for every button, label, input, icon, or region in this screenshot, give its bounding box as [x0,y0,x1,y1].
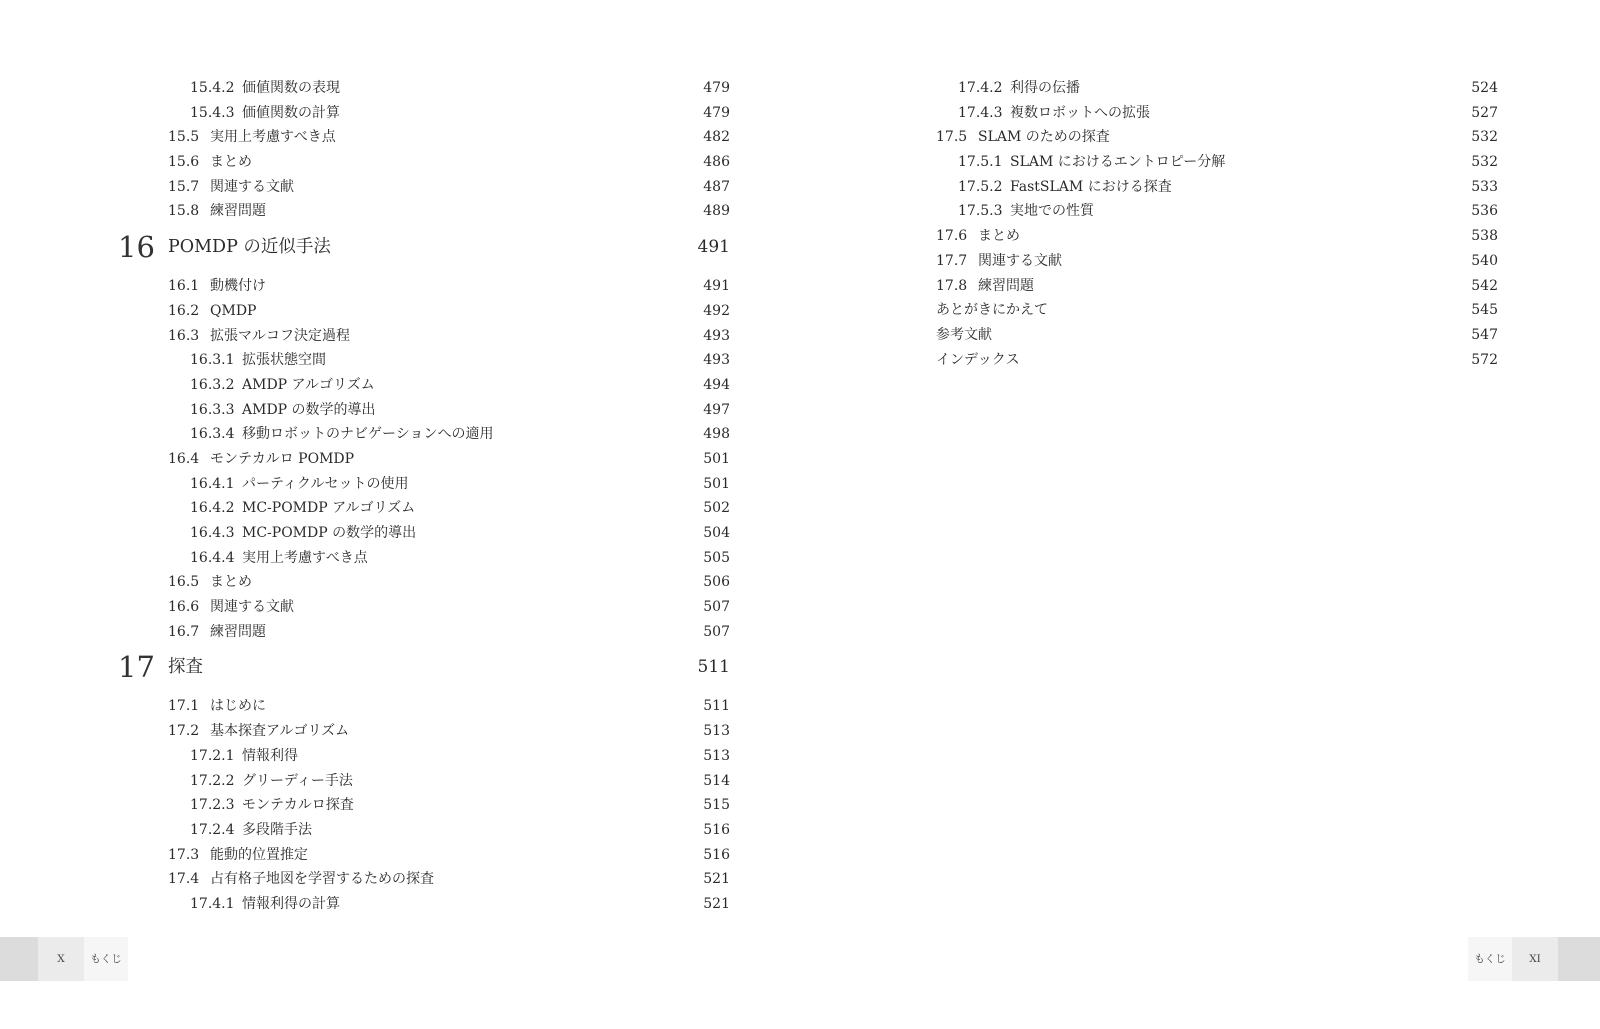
toc-entry-page: 491 [703,278,730,295]
toc-entry-title: SLAM のための探査 [978,129,1110,146]
toc-entry-page: 527 [1471,104,1498,121]
toc-entry-page: 514 [703,772,730,789]
toc-entry-title: 拡張マルコフ決定過程 [210,327,350,344]
toc-section-entry[interactable] [118,867,730,892]
toc-entry-page: 545 [1471,302,1498,319]
toc-entry-page: 493 [703,352,730,369]
toc-entry-number: 17.2.1 [190,747,235,764]
toc-entry-number: 17.3 [168,846,200,863]
toc-entry-title: 練習問題 [210,623,266,640]
toc-section-entry[interactable] [118,843,730,868]
toc-subsection-entry[interactable] [118,348,730,373]
toc-entry-number: 16.4.2 [190,500,235,517]
toc-entry-title: 関連する文献 [978,252,1062,269]
toc-subsection-entry[interactable] [936,199,1498,224]
toc-entry-title: 移動ロボットのナビゲーションへの適用 [242,426,494,443]
toc-entry-title: 動機付け [210,278,266,295]
toc-entry-title: あとがきにかえて [936,302,1048,319]
toc-entry-page: 507 [703,623,730,640]
toc-entry-number: 15.7 [168,178,200,195]
toc-section-entry[interactable] [118,299,730,324]
toc-entry-page: 487 [703,178,730,195]
toc-section-entry[interactable] [118,150,730,175]
toc-entry-page: 482 [703,129,730,146]
toc-entry-title: 情報利得の計算 [242,895,340,912]
toc-subsection-entry[interactable] [118,496,730,521]
footer-left [0,937,128,981]
toc-entry-number: 17.6 [936,228,968,245]
toc-entry-page: 502 [703,500,730,517]
toc-entry-title: まとめ [978,228,1020,245]
toc-subsection-entry[interactable] [118,398,730,423]
toc-entry-page: 505 [703,549,730,566]
toc-entry-page: 494 [703,376,730,393]
toc-entry-number: 16.6 [168,599,200,616]
toc-entry-title: 能動的位置推定 [210,846,308,863]
toc-backmatter-entry[interactable] [936,348,1498,373]
toc-entry-page: 542 [1471,277,1498,294]
toc-entry-number: 16.3.4 [190,426,235,443]
toc-entry-title: AMDP の数学的導出 [242,401,376,418]
toc-entry-title: まとめ [210,574,252,591]
toc-entry-page: 507 [703,599,730,616]
toc-entry-title: 価値関数の表現 [242,80,340,96]
toc-backmatter-entry[interactable] [936,298,1498,323]
toc-entry-number: 17.5 [936,129,968,146]
toc-right-column [936,76,1498,372]
toc-entry-title: まとめ [210,154,252,171]
toc-subsection-entry[interactable] [936,150,1498,175]
toc-entry-title: QMDP [210,302,257,319]
toc-entry-number: 17.2.2 [190,772,235,789]
toc-entry-page: 515 [703,797,730,814]
toc-entry-title: 拡張状態空間 [242,352,326,369]
toc-entry-title: 多段階手法 [242,821,312,838]
toc-entry-number: 17.4.3 [958,104,1003,121]
toc-entry-number: 16.4 [168,450,200,467]
toc-entry-title: POMDP の近似手法 [168,237,331,258]
toc-entry-title: 利得の伝播 [1010,80,1080,96]
toc-entry-number: 16.2 [168,302,200,319]
toc-entry-number: 17.4 [168,871,200,888]
toc-section-entry[interactable] [118,694,730,719]
running-header-label: もくじ [90,953,122,965]
toc-entry-page: 532 [1471,154,1498,171]
toc-subsection-entry[interactable] [118,101,730,126]
toc-entry-page: 524 [1471,80,1498,96]
toc-subsection-entry[interactable] [118,892,730,917]
toc-subsection-entry[interactable] [118,744,730,769]
toc-entry-page: 521 [703,871,730,888]
toc-subsection-entry[interactable] [118,521,730,546]
toc-entry-page: 547 [1471,326,1498,343]
toc-subsection-entry[interactable] [118,76,730,101]
toc-entry-page: 536 [1471,203,1498,220]
toc-section-entry[interactable] [118,199,730,224]
toc-entry-title: 探査 [168,657,203,678]
toc-entry-page: 479 [703,104,730,121]
toc-entry-number: 15.4.3 [190,104,235,121]
toc-entry-page: 532 [1471,129,1498,146]
toc-entry-title: MC-POMDP の数学的導出 [242,525,417,541]
toc-entry-page: 493 [703,327,730,344]
toc-chapter-entry[interactable] [118,224,730,270]
toc-entry-number: 15.6 [168,154,200,171]
toc-entry-number: 17 [118,650,155,685]
toc-entry-number: 16.7 [168,623,200,640]
toc-entry-page: 491 [697,237,730,258]
toc-section-entry[interactable] [118,175,730,200]
toc-section-entry[interactable] [118,719,730,744]
toc-section-entry[interactable] [936,224,1498,249]
toc-entry-number: 15.8 [168,203,200,220]
toc-entry-number: 17.5.2 [958,178,1003,195]
toc-subsection-entry[interactable] [936,76,1498,101]
toc-entry-title: 情報利得 [242,747,298,764]
toc-entry-number: 17.1 [168,698,200,715]
toc-entry-page: 492 [703,302,730,319]
toc-entry-title: 実用上考慮すべき点 [242,549,368,566]
toc-section-entry[interactable] [118,620,730,645]
toc-entry-title: MC-POMDP アルゴリズム [242,500,416,517]
toc-entry-page: 516 [703,821,730,838]
toc-subsection-entry[interactable] [118,793,730,818]
toc-entry-title: 基本探査アルゴリズム [210,723,350,740]
toc-entry-page: 497 [703,401,730,418]
toc-entry-title: 練習問題 [210,203,266,220]
toc-entry-title: 実用上考慮すべき点 [210,129,336,146]
footer-right [1468,937,1600,981]
toc-entry-number: 17.7 [936,252,968,269]
toc-entry-number: 17.8 [936,277,968,294]
toc-entry-title: 参考文献 [936,326,992,343]
toc-left-column [118,76,730,917]
toc-entry-page: 506 [703,574,730,591]
toc-entry-page: 489 [703,203,730,220]
toc-entry-page: 479 [703,80,730,96]
toc-entry-number: 16.5 [168,574,200,591]
toc-section-entry[interactable] [936,125,1498,150]
toc-entry-title: AMDP アルゴリズム [242,376,375,393]
toc-entry-page: 516 [703,846,730,863]
toc-section-entry[interactable] [118,447,730,472]
toc-section-entry[interactable] [118,274,730,299]
toc-subsection-entry[interactable] [118,373,730,398]
page-number: XI [1529,953,1541,965]
toc-entry-number: 17.5.1 [958,154,1003,171]
toc-entry-page: 540 [1471,252,1498,269]
toc-entry-title: 実地での性質 [1010,203,1094,220]
toc-subsection-entry[interactable] [118,422,730,447]
footer-tab-shade [0,937,38,981]
toc-entry-title: モンテカルロ POMDP [210,450,355,467]
toc-entry-number: 17.2.3 [190,797,235,814]
toc-entry-number: 15.4.2 [190,80,235,96]
toc-chapter-entry[interactable] [118,644,730,690]
footer-tab-shade [1558,937,1600,981]
toc-entry-title: パーティクルセットの使用 [242,475,409,492]
toc-entry-title: モンテカルロ探査 [242,797,354,814]
toc-entry-page: 538 [1471,228,1498,245]
toc-entry-number: 16 [118,230,155,265]
toc-entry-number: 17.2 [168,723,200,740]
toc-section-entry[interactable] [118,125,730,150]
toc-entry-title: グリーディー手法 [242,772,353,789]
toc-entry-title: SLAM におけるエントロピー分解 [1010,154,1226,171]
toc-section-entry[interactable] [936,249,1498,274]
toc-entry-number: 17.2.4 [190,821,235,838]
toc-entry-page: 486 [703,154,730,171]
toc-entry-page: 521 [703,895,730,912]
toc-entry-number: 17.5.3 [958,203,1003,220]
toc-entry-number: 15.5 [168,129,200,146]
toc-entry-page: 501 [703,475,730,492]
toc-subsection-entry[interactable] [118,472,730,497]
toc-entry-page: 513 [703,723,730,740]
toc-entry-page: 511 [703,698,730,715]
toc-entry-title: 関連する文献 [210,178,294,195]
toc-subsection-entry[interactable] [936,175,1498,200]
toc-entry-number: 16.1 [168,278,200,295]
toc-entry-title: インデックス [936,351,1020,368]
toc-subsection-entry[interactable] [118,818,730,843]
toc-entry-page: 572 [1471,351,1498,368]
page-number: X [57,953,65,965]
toc-section-entry[interactable] [118,324,730,349]
toc-section-entry[interactable] [936,274,1498,299]
toc-entry-page: 513 [703,747,730,764]
toc-entry-number: 16.3.2 [190,376,235,393]
toc-entry-page: 511 [697,657,730,678]
toc-entry-page: 498 [703,426,730,443]
toc-entry-number: 16.4.4 [190,549,235,566]
toc-entry-title: 関連する文献 [210,599,294,616]
toc-backmatter-entry[interactable] [936,323,1498,348]
toc-entry-page: 533 [1471,178,1498,195]
toc-entry-title: 価値関数の計算 [242,104,340,121]
toc-section-entry[interactable] [118,570,730,595]
toc-subsection-entry[interactable] [936,101,1498,126]
toc-subsection-entry[interactable] [118,546,730,571]
toc-entry-title: 複数ロボットへの拡張 [1010,104,1150,121]
toc-entry-number: 16.4.1 [190,475,235,492]
toc-entry-title: FastSLAM における探査 [1010,178,1172,195]
toc-entry-number: 16.4.3 [190,525,235,541]
toc-entry-number: 16.3 [168,327,200,344]
toc-entry-number: 16.3.3 [190,401,235,418]
toc-entry-number: 17.4.2 [958,80,1003,96]
running-header-label: もくじ [1474,953,1506,965]
toc-subsection-entry[interactable] [118,769,730,794]
toc-entry-page: 501 [703,450,730,467]
toc-entry-title: はじめに [210,698,266,715]
toc-entry-number: 16.3.1 [190,352,235,369]
toc-entry-page: 504 [703,525,730,541]
toc-entry-number: 17.4.1 [190,895,235,912]
toc-entry-title: 練習問題 [978,277,1034,294]
toc-section-entry[interactable] [118,595,730,620]
toc-entry-title: 占有格子地図を学習するための探査 [210,871,434,888]
